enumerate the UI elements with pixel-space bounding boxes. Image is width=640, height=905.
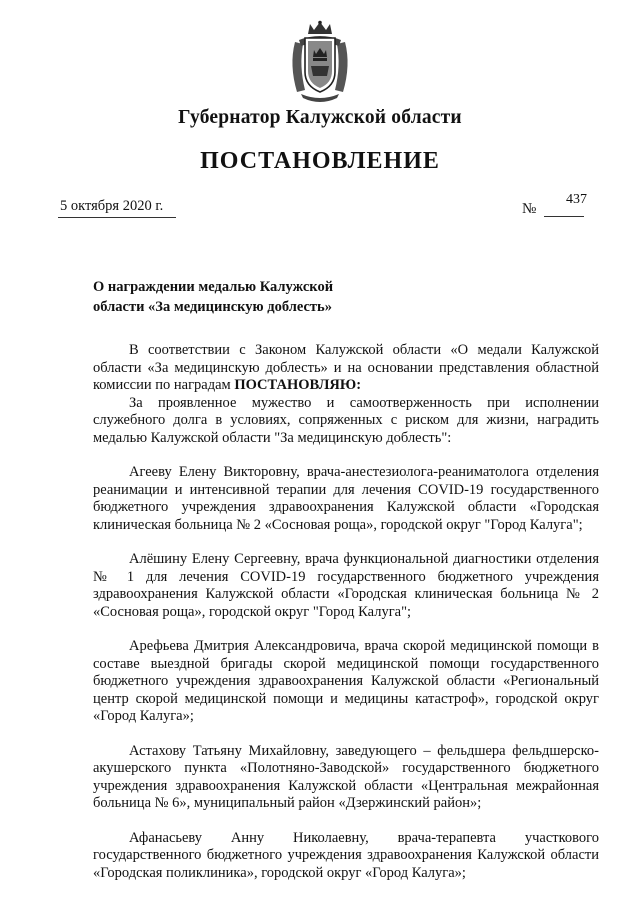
- decision-paragraph: За проявленное мужество и самоотверженность при исполнении служебного долга в условиях, сопряженных с риском для жизни, наградить медалью Калужской области "За медицинскую доблесть":: [93, 394, 599, 446]
- preamble-paragraph: [93, 342, 599, 395]
- date-underline: [58, 217, 176, 218]
- awardee-paragraph: Арефьева Дмитрия Александровича, врача скорой медицинской помощи в составе выездной бригады скорой медицинской помощи государственного бюджетного учреждения здравоохранения Калужской области «Региональный центр скорой медицинской помощи и медицины катастроф», городской округ «Город Калуга»;: [93, 638, 599, 724]
- document-body: [93, 342, 599, 882]
- document-number: 437: [566, 192, 587, 207]
- awardee-paragraph: Афанасьеву Анну Николаевну, врача-терапевта участкового государственного бюджетного учреждения здравоохранения Калужской области «Городская поликлиника», городской округ «Город Калуга»;: [93, 829, 599, 881]
- awardee-paragraph: Агееву Елену Викторовну, врача-анестезиолога-реаниматолога отделения реанимации и интенсивной терапии для лечения COVID-19 государственного бюджетного учреждения здравоохранения Калужской области «Городская клиническая больница № 2 «Сосновая роща», городской округ "Город Калуга";: [93, 464, 599, 533]
- document-type-title: ПОСТАНОВЛЕНИЕ: [200, 148, 440, 174]
- awardee-paragraph: Астахову Татьяну Михайловну, заведующего – фельдшера фельдшерско-акушерского пункта «Полотняно-Заводской» государственного бюджетного учреждения здравоохранения Калужской области «Центральная межрайонная больница № 6», муниципальный район «Дзержинский район»;: [93, 742, 599, 811]
- awardee-paragraph: Алёшину Елену Сергеевну, врача функциональной диагностики отделения № 1 для лечения COVID-19 государственного бюджетного учреждения здравоохранения Калужской области «Городская клиническая больница № 2 «Сосновая роща», городской округ "Город Калуга";: [93, 551, 599, 620]
- issuing-authority: Губернатор Калужской области: [178, 107, 462, 128]
- number-label: №: [522, 201, 537, 217]
- document-date: 5 октября 2020 г.: [60, 198, 164, 214]
- preamble-text: В соответствии с Законом Калужской области «О медали Калужской области «За медицинскую доблесть» и на основании представления областной комиссии по наградам: [93, 342, 599, 393]
- document-subject: О награждении медалью Калужской области «За медицинскую доблесть»: [93, 279, 334, 315]
- coat-of-arms-emblem: [287, 20, 353, 104]
- number-underline: [544, 216, 584, 217]
- resolve-word: ПОСТАНОВЛЯЮ:: [234, 377, 362, 393]
